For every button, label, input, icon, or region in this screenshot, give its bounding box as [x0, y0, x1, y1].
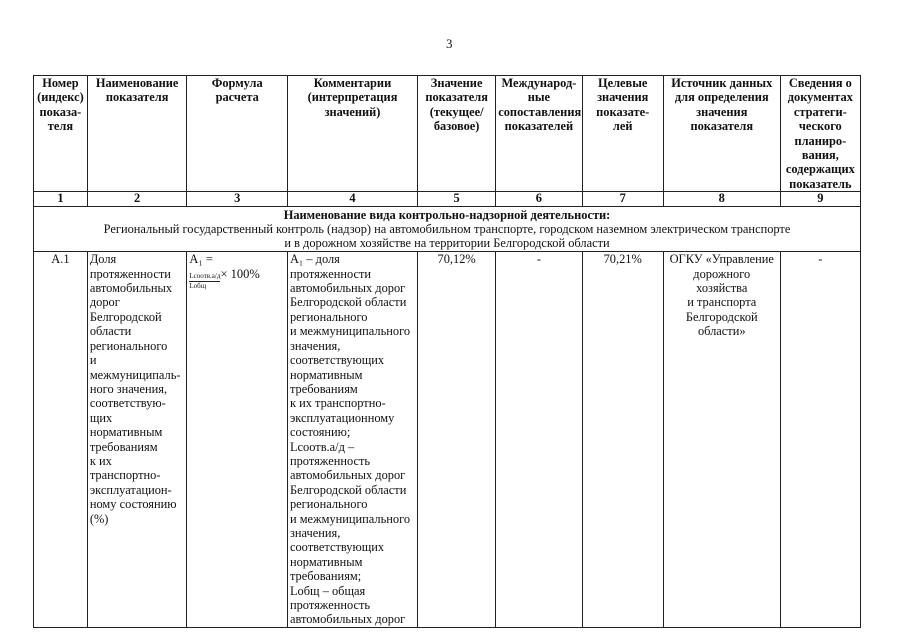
text-line: нормативным [289, 554, 363, 569]
text-line: щих [89, 410, 113, 425]
text-line: стратеги- [793, 104, 847, 119]
text-line: показа- [39, 104, 82, 119]
text-line: показателя [105, 90, 169, 105]
formula-denominator: Lобщ [189, 281, 207, 290]
text-line: Комментарии [313, 76, 392, 90]
indicator-comment [287, 252, 417, 628]
text-line: показателя [425, 90, 488, 105]
text-line: эксплуатацион- [89, 482, 172, 497]
text-line: области [89, 324, 132, 339]
header-value [418, 76, 496, 192]
text-line: соответствующих [289, 540, 385, 555]
text-line: вания, [801, 148, 839, 163]
text-line: состоянию; [289, 425, 351, 440]
text-line: автомобильных дорог [289, 468, 406, 483]
text-line: автомобильных [89, 281, 173, 296]
col-number: 4 [287, 192, 417, 207]
text-line: показателей [504, 119, 574, 134]
text-line: протяженности [89, 266, 171, 281]
text-line: к их [89, 453, 112, 468]
text-line: значения [696, 104, 748, 119]
text-line: и межмуниципального [289, 511, 411, 526]
indicator-target: 70,21% [582, 252, 663, 628]
col-number: 8 [663, 192, 780, 207]
header-international [496, 76, 582, 192]
col-number: 3 [187, 192, 288, 207]
text-line: автомобильных дорог [289, 281, 406, 296]
text-line: области» [697, 324, 746, 339]
text-line: расчета [215, 90, 259, 105]
indicator-name [87, 252, 187, 628]
text-line: транспортно- [89, 468, 161, 483]
text-line: (%) [89, 511, 109, 526]
text-line: для определения [674, 90, 769, 105]
text-line: соответствующих [289, 353, 385, 368]
text-line: ОГКУ «Управление [669, 252, 774, 267]
text-line: и межмуниципального [289, 324, 411, 339]
text-line: Целевые [597, 76, 648, 90]
header-target [582, 76, 663, 192]
text-line: Белгородской [89, 309, 162, 324]
text-line: эксплуатационному [289, 410, 395, 425]
text-line: значения [597, 90, 649, 105]
text-line: Источник данных [671, 76, 773, 90]
text-line: (индекс) [37, 90, 84, 105]
formula-times: × 100% [220, 266, 260, 281]
text-line: теля [47, 119, 74, 134]
text-line: межмуниципаль- [89, 367, 181, 382]
text-line: регионального [89, 338, 168, 353]
text-line: соответствую- [89, 396, 166, 411]
text-line: (текущее/ [429, 104, 484, 119]
text-line: значений) [324, 104, 381, 119]
section-row [34, 207, 861, 252]
column-number-row [34, 192, 861, 207]
text-line: нормативным [289, 367, 363, 382]
col-number: 6 [496, 192, 582, 207]
text-line: документах [787, 90, 853, 105]
indicator-table [33, 75, 861, 628]
page-number: 3 [446, 36, 453, 51]
text-line: требованиям [289, 381, 358, 396]
text-line: Международ- [501, 76, 577, 90]
text-line: Lобщ – общая [289, 583, 366, 598]
col-number: 2 [87, 192, 187, 207]
text-line: ному состоянию [89, 497, 177, 512]
text-line: и [89, 353, 97, 368]
text-line: ные [527, 90, 551, 105]
text-line: Номер [42, 76, 79, 90]
text-line: и транспорта [687, 295, 757, 310]
section-text-line: и в дорожном хозяйстве на территории Белгородской области [284, 236, 610, 251]
text-line: планиро- [794, 133, 847, 148]
text-line: сопоставления [498, 104, 582, 119]
text-line: ческого [798, 119, 842, 134]
indicator-value: 70,12% [418, 252, 496, 628]
text-line: требованиям [89, 439, 158, 454]
text-line: автомобильных дорог [289, 612, 406, 627]
col-number: 5 [418, 192, 496, 207]
text-line: Наименование [95, 76, 179, 90]
indicator-source [663, 252, 780, 628]
indicator-formula [187, 252, 288, 628]
text-line: к их транспортно- [289, 396, 386, 411]
text-line: содержащих [785, 162, 855, 177]
indicator-index: А.1 [34, 252, 88, 628]
table-row [34, 252, 861, 628]
text-line: Значение [430, 76, 483, 90]
header-index [34, 76, 88, 192]
text-line: требованиям; [289, 569, 362, 584]
text-line: базовое) [433, 119, 480, 134]
header-name [87, 76, 187, 192]
header-formula [187, 76, 288, 192]
formula-lhs: А₁ = [189, 252, 213, 267]
text-line: протяженность [289, 598, 371, 612]
section-cell [34, 207, 861, 252]
text-line: протяженность [289, 453, 371, 468]
col-number: 1 [34, 192, 88, 207]
text-line: нормативным [89, 425, 163, 440]
formula-numerator: Lсоотв.а/д [189, 271, 221, 280]
section-title: Наименование вида контрольно-надзорной деятельности: [283, 208, 611, 223]
header-row [34, 76, 861, 192]
section-text-line: Региональный государственный контроль (надзор) на автомобильном транспорте, городском наземном электрическом транспорте [103, 222, 791, 237]
col-number: 9 [780, 192, 860, 207]
header-documents [780, 76, 860, 192]
text-line: показате- [596, 104, 650, 119]
text-line: хозяйства [696, 281, 748, 296]
text-line: Белгородской области [289, 295, 407, 310]
text-line: лей [612, 119, 633, 134]
formula-fraction [189, 267, 259, 291]
text-line: регионального [289, 497, 368, 512]
text-line: Формула [211, 76, 263, 90]
text-line: Белгородской области [289, 482, 407, 497]
text-line: Сведения о [788, 76, 852, 90]
text-line: протяженности [289, 266, 372, 281]
text-line: показателя [690, 119, 754, 134]
text-line: (интерпретация [307, 90, 398, 105]
text-line: дорожного [693, 266, 751, 281]
header-comments [287, 76, 417, 192]
indicator-international: - [496, 252, 582, 628]
text-line: регионального [289, 309, 368, 324]
header-source [663, 76, 780, 192]
col-number: 7 [582, 192, 663, 207]
indicator-documents: - [780, 252, 860, 628]
text-line: А₁ – доля [289, 252, 340, 267]
text-line: значения, [289, 338, 341, 353]
text-line: ного значения, [89, 381, 168, 396]
text-line: значения, [289, 525, 341, 540]
text-line: Доля [89, 252, 117, 267]
text-line: дорог [89, 295, 120, 310]
text-line: показатель [789, 176, 852, 191]
text-line: Белгородской [685, 309, 758, 324]
text-line: Lсоотв.а/д – [289, 439, 355, 454]
